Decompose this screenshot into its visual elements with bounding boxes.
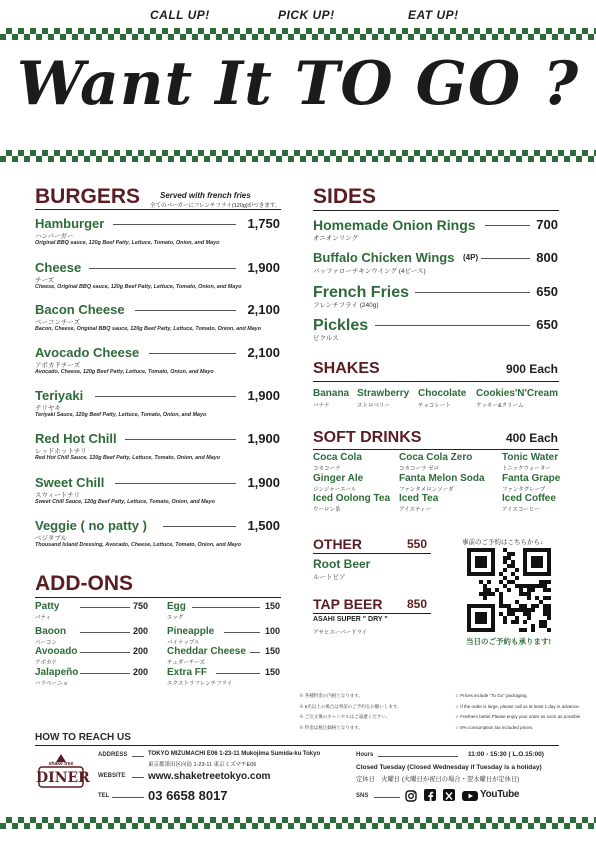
- side-leader-line: [415, 292, 530, 293]
- drink-name: Iced Tea: [399, 493, 439, 504]
- drink-name: Fanta Grape: [502, 473, 561, 484]
- drink-name: Iced Oolong Tea: [313, 493, 391, 504]
- tap-beer-title: TAP BEER: [313, 596, 383, 612]
- burger-price: 1,900: [247, 388, 280, 403]
- burger-name-jp: チーズ: [35, 277, 55, 284]
- note-en: ☆ Freshers better.Please enjoy your order as soon as possible.: [455, 714, 582, 719]
- burger-leader-line: [115, 483, 236, 484]
- reserve-top-text: 事前のご予約はこちらから↓: [462, 539, 544, 546]
- side-name-jp: フレンチフライ (240g): [313, 302, 379, 309]
- shakes-divider: [313, 381, 559, 382]
- shakes-price: 900 Each: [505, 362, 558, 376]
- tel-dash: [112, 797, 144, 798]
- drink-name: Ginger Ale: [313, 473, 364, 484]
- closed-text: Closed Tuesday (Closed Wednesday if Tuesday is a holiday): [356, 764, 542, 771]
- addon-leader-line: [80, 632, 130, 633]
- addon-name: Jalapeño: [35, 667, 79, 678]
- drink-name: Coca Cola Zero: [399, 452, 473, 463]
- addon-name-jp: ハラペーニョ: [35, 681, 69, 687]
- burger-name: Hamburger: [35, 216, 105, 231]
- side-name: French Fries: [313, 284, 410, 301]
- hours-dash: [378, 756, 458, 757]
- side-name-jp: ピクルス: [313, 335, 339, 342]
- served-note-jp: 全てのバーガーにフレンチフライ(120g)がつきます。: [150, 203, 281, 209]
- youtube-label[interactable]: YouTube: [480, 789, 520, 800]
- addon-leader-line: [80, 607, 130, 608]
- burgers-divider: [35, 209, 281, 210]
- addon-name-jp: チェダーチーズ: [167, 660, 206, 666]
- addon-price: 750: [132, 601, 148, 611]
- side-leader-line: [375, 325, 530, 326]
- addon-price: 200: [132, 667, 148, 677]
- burger-description: Avocado, Cheese, 120g Beef Patty, Lettuce, Tomato, Onion, and Mayo: [35, 369, 214, 375]
- side-price: 700: [536, 217, 558, 232]
- addon-leader-line: [224, 632, 260, 633]
- side-name: Pickles: [313, 317, 369, 334]
- side-extra: (4P): [463, 253, 479, 262]
- burger-price: 2,100: [247, 302, 280, 317]
- burger-leader-line: [163, 526, 236, 527]
- hero-title: Want It TO GO ?: [16, 49, 580, 119]
- checker-border-mid: [0, 150, 596, 162]
- addon-name-jp: エクストラフレンチフライ: [167, 681, 233, 687]
- root-beer-jp: ルートビア: [313, 574, 346, 581]
- drink-name-jp: コカコーラ ゼロ: [399, 466, 440, 472]
- shake-name-jp: ストロベリー: [357, 403, 391, 409]
- drink-name: Fanta Melon Soda: [399, 473, 485, 484]
- sides-title: SIDES: [313, 185, 377, 208]
- burger-price: 1,500: [247, 518, 280, 533]
- x-icon[interactable]: [443, 789, 455, 801]
- burger-name-jp: ベジタブル: [35, 535, 67, 542]
- addon-name: Patty: [35, 601, 60, 612]
- address-dash: [132, 756, 144, 757]
- shake-name: Chocolate: [418, 388, 467, 399]
- tel-number[interactable]: 03 6658 8017: [148, 788, 228, 803]
- youtube-icon[interactable]: [462, 789, 478, 801]
- burger-description: Teriyaki Sauce, 120g Beef Patty, Lettuce, Tomato, Onion, and Mayo: [35, 412, 207, 418]
- drink-name: Tonic Water: [502, 452, 559, 463]
- soft-drinks-title: SOFT DRINKS: [313, 429, 422, 446]
- served-note: Served with french fries: [160, 191, 251, 200]
- sns-dash: [374, 797, 400, 798]
- burger-price: 1,900: [247, 431, 280, 446]
- side-name-jp: オニオンリング: [313, 235, 359, 242]
- burger-name: Teriyaki: [35, 388, 84, 403]
- checker-border-top: [0, 28, 596, 40]
- side-price: 650: [536, 317, 558, 332]
- burger-description: Original BBQ sauce, 120g Beef Patty, Lettuce, Tomato, Onion, and Mayo: [35, 240, 220, 246]
- side-leader-line: [485, 225, 530, 226]
- asahi-name: ASAHI SUPER " DRY ": [313, 616, 388, 623]
- addon-price: 200: [132, 646, 148, 656]
- drink-name-jp: ファンタメロンソーダ: [399, 487, 454, 493]
- website-link[interactable]: www.shaketreetokyo.com: [148, 771, 271, 782]
- burger-name-jp: ハンバーガー: [35, 233, 74, 240]
- addon-price: 200: [132, 626, 148, 636]
- note-en: ☆ 8% consumption tax included prices.: [455, 724, 534, 730]
- note-jp: ※ ご注文後のキャンセルはご遠慮ください。: [299, 714, 391, 719]
- other-price: 550: [407, 537, 428, 551]
- burger-leader-line: [113, 224, 236, 225]
- drink-name-jp: トニックウォーター: [502, 466, 551, 472]
- side-price: 800: [536, 250, 558, 265]
- website-dash: [132, 777, 144, 778]
- burger-name: Veggie ( no patty ): [35, 518, 147, 533]
- addon-name-jp: アボカド: [35, 660, 58, 666]
- other-title: OTHER: [313, 536, 362, 552]
- burger-name-jp: スウィートチリ: [35, 492, 81, 499]
- reach-divider: [35, 745, 559, 746]
- address-text: TOKYO MIZUMACHI E06 1-23-11 Mukojima Sumida-ku Tokyo: [148, 751, 321, 757]
- drink-name-jp: ウーロン茶: [313, 507, 341, 513]
- addon-leader-line: [80, 673, 130, 674]
- burger-name-jp: アボカドチーズ: [35, 362, 81, 369]
- burger-leader-line: [89, 268, 236, 269]
- logo-main: DINER: [36, 770, 90, 786]
- drink-name-jp: アイスコーヒー: [502, 507, 540, 513]
- addon-price: 100: [264, 626, 280, 636]
- addon-name: Avooado: [35, 646, 78, 657]
- burger-price: 1,900: [247, 475, 280, 490]
- side-name: Homemade Onion Rings: [313, 217, 476, 233]
- sides-divider: [313, 210, 559, 211]
- hours-label: Hours: [356, 752, 374, 758]
- qr-code[interactable]: [467, 548, 551, 632]
- burgers-title: BURGERS: [35, 185, 141, 208]
- call-up-text: CALL UP!: [150, 8, 210, 22]
- addon-leader-line: [250, 652, 260, 653]
- note-jp: ※ 5名以上の場合は事前のご予約をお願いします。: [299, 703, 402, 709]
- burger-leader-line: [135, 310, 236, 311]
- addons-divider: [35, 597, 281, 598]
- root-beer-name: Root Beer: [313, 557, 371, 571]
- hours-text: 11:00 - 15:30 ( L.O.15:00): [468, 751, 544, 758]
- burger-leader-line: [95, 396, 236, 397]
- website-label: WEBSITE: [98, 773, 126, 779]
- addon-price: 150: [264, 646, 280, 656]
- addon-leader-line: [216, 673, 260, 674]
- burger-price: 1,900: [247, 260, 280, 275]
- address-label: ADDRESS: [98, 752, 128, 758]
- addon-name: Egg: [167, 601, 186, 612]
- burger-description: Red Hot Chill Sauce, 120g Beef Patty, Lettuce, Tomato, Onion, and Mayo: [35, 455, 221, 461]
- note-en: ☆ Prices include "To Go" packaging.: [455, 693, 528, 698]
- tap-beer-price: 850: [407, 597, 428, 611]
- burger-name: Sweet Chill: [35, 475, 105, 490]
- other-divider: [313, 553, 431, 554]
- shake-name-jp: バナナ: [313, 403, 330, 409]
- addon-price: 150: [264, 601, 280, 611]
- drink-name-jp: ファンタグレープ: [502, 487, 546, 493]
- burger-description: Sweet Chill Sauce, 120g Beef Patty, Lettuce, Tomato, Onion, and Mayo: [35, 499, 215, 505]
- instagram-icon[interactable]: [405, 789, 417, 801]
- shake-name-jp: チョコレート: [418, 403, 451, 409]
- addon-name: Extra FF: [167, 667, 208, 678]
- side-price: 650: [536, 284, 558, 299]
- addons-title: ADD-ONS: [35, 572, 133, 595]
- addon-leader-line: [192, 607, 260, 608]
- addon-name: Baoon: [35, 626, 67, 637]
- note-jp: ※ 料金は税込価格となります。: [299, 724, 363, 730]
- burger-price: 1,750: [247, 216, 280, 231]
- addon-leader-line: [80, 652, 130, 653]
- pick-up-text: PICK UP!: [278, 8, 335, 22]
- asahi-jp: アサヒスーパードライ: [313, 630, 368, 636]
- soft-drinks-divider: [313, 449, 559, 450]
- side-name: Buffalo Chicken Wings: [313, 250, 455, 265]
- tel-label: TEL: [98, 793, 110, 799]
- sns-label: SNS: [356, 793, 369, 799]
- burger-name-jp: テリヤキ: [35, 405, 61, 412]
- eat-up-text: EAT UP!: [408, 8, 459, 22]
- burger-name: Cheese: [35, 260, 82, 275]
- diner-logo: [36, 753, 90, 789]
- burger-description: Bacon, Cheese, Original BBQ sauce, 120g Beef Patty, Lettuce, Tomato, Onion, and Mayo: [35, 326, 262, 332]
- burger-description: Thousand Island Dressing, Avocado, Cheese, Lettuce, Tomato, Onion, and Mayo: [35, 542, 241, 548]
- side-leader-line: [481, 258, 530, 259]
- logo-subtext: shake tree: [48, 761, 74, 767]
- drink-name: Iced Coffee: [502, 493, 556, 504]
- note-jp: ※ 各種料金の内税となります。: [299, 693, 363, 698]
- checker-border-bottom: [0, 817, 596, 829]
- addon-name-jp: パティ: [35, 615, 52, 621]
- reach-title: HOW TO REACH US: [35, 732, 131, 743]
- soft-drinks-price: 400 Each: [505, 431, 558, 445]
- burger-name: Avocado Cheese: [35, 345, 140, 360]
- burger-leader-line: [125, 439, 236, 440]
- address-jp: 東京都墨田区向島 1-23-11 東京ミズマチE06: [148, 762, 257, 768]
- addon-name: Cheddar Cheese: [167, 646, 246, 657]
- side-name-jp: バッファローチキンウイング (4ピース): [313, 268, 426, 275]
- addon-name-jp: エッグ: [167, 615, 184, 621]
- burger-name: Bacon Cheese: [35, 302, 125, 317]
- addon-name-jp: ベーコン: [35, 640, 58, 646]
- drink-name: Coca Cola: [313, 452, 362, 463]
- addon-name-jp: パイナップル: [167, 640, 200, 646]
- reserve-bottom-text: 当日のご予約も承ります!: [466, 637, 551, 646]
- addon-price: 150: [264, 667, 280, 677]
- addon-name: Pineapple: [167, 626, 215, 637]
- shake-name: Cookies'N'Cream: [476, 388, 559, 399]
- shake-name-jp: クッキー&クリーム: [476, 403, 524, 409]
- facebook-icon[interactable]: [424, 789, 436, 801]
- note-en: ☆ If the order is large, please call us at least 1 day in advance.: [455, 703, 580, 709]
- tap-beer-divider: [313, 613, 431, 614]
- burger-name: Red Hot Chill: [35, 431, 117, 446]
- shake-name: Strawberry: [357, 388, 410, 399]
- burger-leader-line: [149, 353, 236, 354]
- burger-name-jp: レッドホットチリ: [35, 448, 87, 455]
- burger-price: 2,100: [247, 345, 280, 360]
- shake-name: Banana: [313, 388, 350, 399]
- drink-name-jp: コカコーラ: [313, 466, 341, 472]
- drink-name-jp: アイスティー: [399, 507, 431, 513]
- shakes-title: SHAKES: [313, 360, 380, 377]
- burger-description: Cheese, Original BBQ sauce, 120g Beef Patty, Lettuce, Tomato, Onion, and Mayo: [35, 284, 242, 290]
- drink-name-jp: ジンジャーエール: [313, 487, 357, 493]
- closed-jp: 定休日 火曜日 (火曜日が祝日の場合・翌水曜日が定休日): [356, 776, 520, 783]
- burger-name-jp: ベーコンチーズ: [35, 319, 81, 326]
